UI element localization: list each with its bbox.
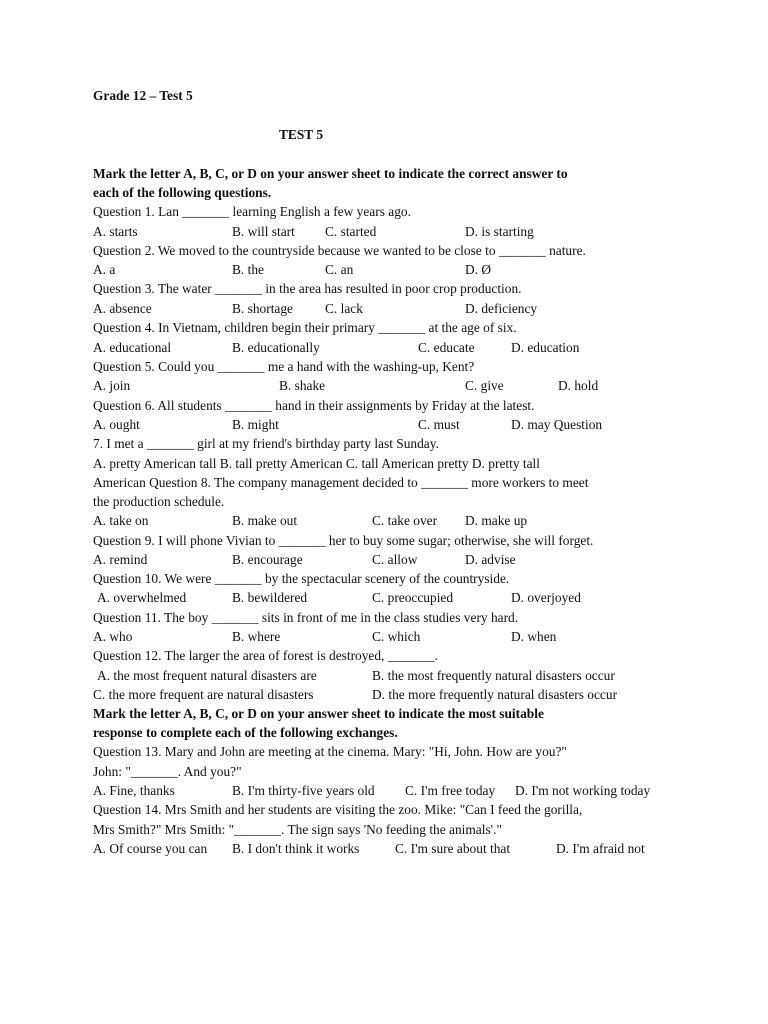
question-text-line: A. pretty American tall B. tall pretty American C. tall American pretty D. pretty tall [93, 456, 540, 471]
answer-option: B. the most frequently natural disasters occur [372, 668, 615, 683]
answer-option: A. the most frequent natural disasters are [97, 668, 317, 683]
answer-option: B. shake [279, 378, 326, 393]
answer-option: D. when [511, 629, 557, 644]
answer-option: D. advise [465, 552, 516, 567]
instruction-line: each of the following questions. [93, 185, 272, 200]
answer-option: D. may Question [511, 417, 603, 432]
answer-option: D. the more frequently natural disasters occur [372, 687, 618, 702]
answer-option: A. absence [93, 301, 152, 316]
answer-option: B. might [232, 417, 279, 432]
answer-option: D. overjoyed [511, 590, 581, 605]
answer-option: A. take on [93, 513, 149, 528]
answer-option: C. must [418, 417, 460, 432]
question-text-line: Mrs Smith?" Mrs Smith: "_______. The sign says 'No feeding the animals'." [93, 822, 502, 837]
answer-option: C. I'm sure about that [395, 841, 511, 856]
answer-option: B. the [232, 262, 264, 277]
question-stem: Question 4. In Vietnam, children begin their primary _______ at the age of six. [93, 320, 517, 335]
question-stem: Question 14. Mrs Smith and her students are visiting the zoo. Mike: "Can I feed the gorilla, [93, 802, 583, 817]
question-stem: Question 6. All students _______ hand in their assignments by Friday at the latest. [93, 398, 535, 413]
question-stem: Question 12. The larger the area of forest is destroyed, _______. [93, 648, 438, 663]
answer-option: C. take over [372, 513, 438, 528]
question-text-line: the production schedule. [93, 494, 225, 509]
answer-option: D. education [511, 340, 580, 355]
answer-option: B. make out [232, 513, 298, 528]
answer-option: A. Of course you can [93, 841, 208, 856]
answer-option: D. I'm afraid not [556, 841, 645, 856]
question-stem: Question 3. The water _______ in the area has resulted in poor crop production. [93, 281, 522, 296]
question-stem: Question 10. We were _______ by the spectacular scenery of the countryside. [93, 571, 510, 586]
question-text-line: John: "_______. And you?" [93, 764, 242, 779]
question-text-line: American Question 8. The company management decided to _______ more workers to meet [93, 475, 589, 490]
answer-option: A. a [93, 262, 116, 277]
document-header: Grade 12 – Test 5 [93, 88, 193, 103]
answer-option: D. I'm not working today [515, 783, 651, 798]
question-stem: Question 2. We moved to the countryside because we wanted to be close to _______ nature. [93, 243, 586, 258]
answer-option: B. educationally [232, 340, 320, 355]
answer-option: D. deficiency [465, 301, 538, 316]
answer-option: D. Ø [465, 262, 492, 277]
answer-option: A. starts [93, 224, 138, 239]
answer-option: A. remind [93, 552, 148, 567]
answer-option: C. allow [372, 552, 418, 567]
test-title: TEST 5 [279, 127, 324, 142]
answer-option: C. preoccupied [372, 590, 454, 605]
answer-option: C. lack [325, 301, 363, 316]
answer-option: B. I don't think it works [232, 841, 360, 856]
answer-option: C. an [325, 262, 354, 277]
answer-option: C. which [372, 629, 421, 644]
answer-option: D. make up [465, 513, 528, 528]
instruction-line: Mark the letter A, B, C, or D on your answer sheet to indicate the most suitable [93, 706, 544, 721]
answer-option: B. shortage [232, 301, 293, 316]
answer-option: A. join [93, 378, 131, 393]
answer-option: B. will start [232, 224, 295, 239]
answer-option: C. I'm free today [405, 783, 496, 798]
question-stem: 7. I met a _______ girl at my friend's birthday party last Sunday. [93, 436, 439, 451]
answer-option: C. the more frequent are natural disasters [93, 687, 314, 702]
answer-option: A. ought [93, 417, 140, 432]
answer-option: D. is starting [465, 224, 534, 239]
answer-option: B. bewildered [232, 590, 308, 605]
answer-option: B. encourage [232, 552, 303, 567]
answer-option: B. I'm thirty-five years old [232, 783, 375, 798]
question-stem: Question 13. Mary and John are meeting at the cinema. Mary: "Hi, John. How are you?" [93, 744, 567, 759]
instruction-line: response to complete each of the following exchanges. [93, 725, 398, 740]
answer-option: C. started [325, 224, 377, 239]
instruction-line: Mark the letter A, B, C, or D on your answer sheet to indicate the correct answer to [93, 166, 568, 181]
question-stem: Question 11. The boy _______ sits in front of me in the class studies very hard. [93, 610, 519, 625]
question-stem: Question 5. Could you _______ me a hand with the washing-up, Kent? [93, 359, 475, 374]
answer-option: A. educational [93, 340, 172, 355]
question-stem: Question 9. I will phone Vivian to _______ her to buy some sugar; otherwise, she will forget. [93, 533, 594, 548]
answer-option: C. give [465, 378, 504, 393]
question-stem: Question 1. Lan _______ learning English a few years ago. [93, 204, 411, 219]
answer-option: A. overwhelmed [97, 590, 187, 605]
answer-option: A. who [93, 629, 133, 644]
answer-option: C. educate [418, 340, 475, 355]
answer-option: B. where [232, 629, 281, 644]
answer-option: A. Fine, thanks [93, 783, 175, 798]
answer-option: D. hold [558, 378, 599, 393]
